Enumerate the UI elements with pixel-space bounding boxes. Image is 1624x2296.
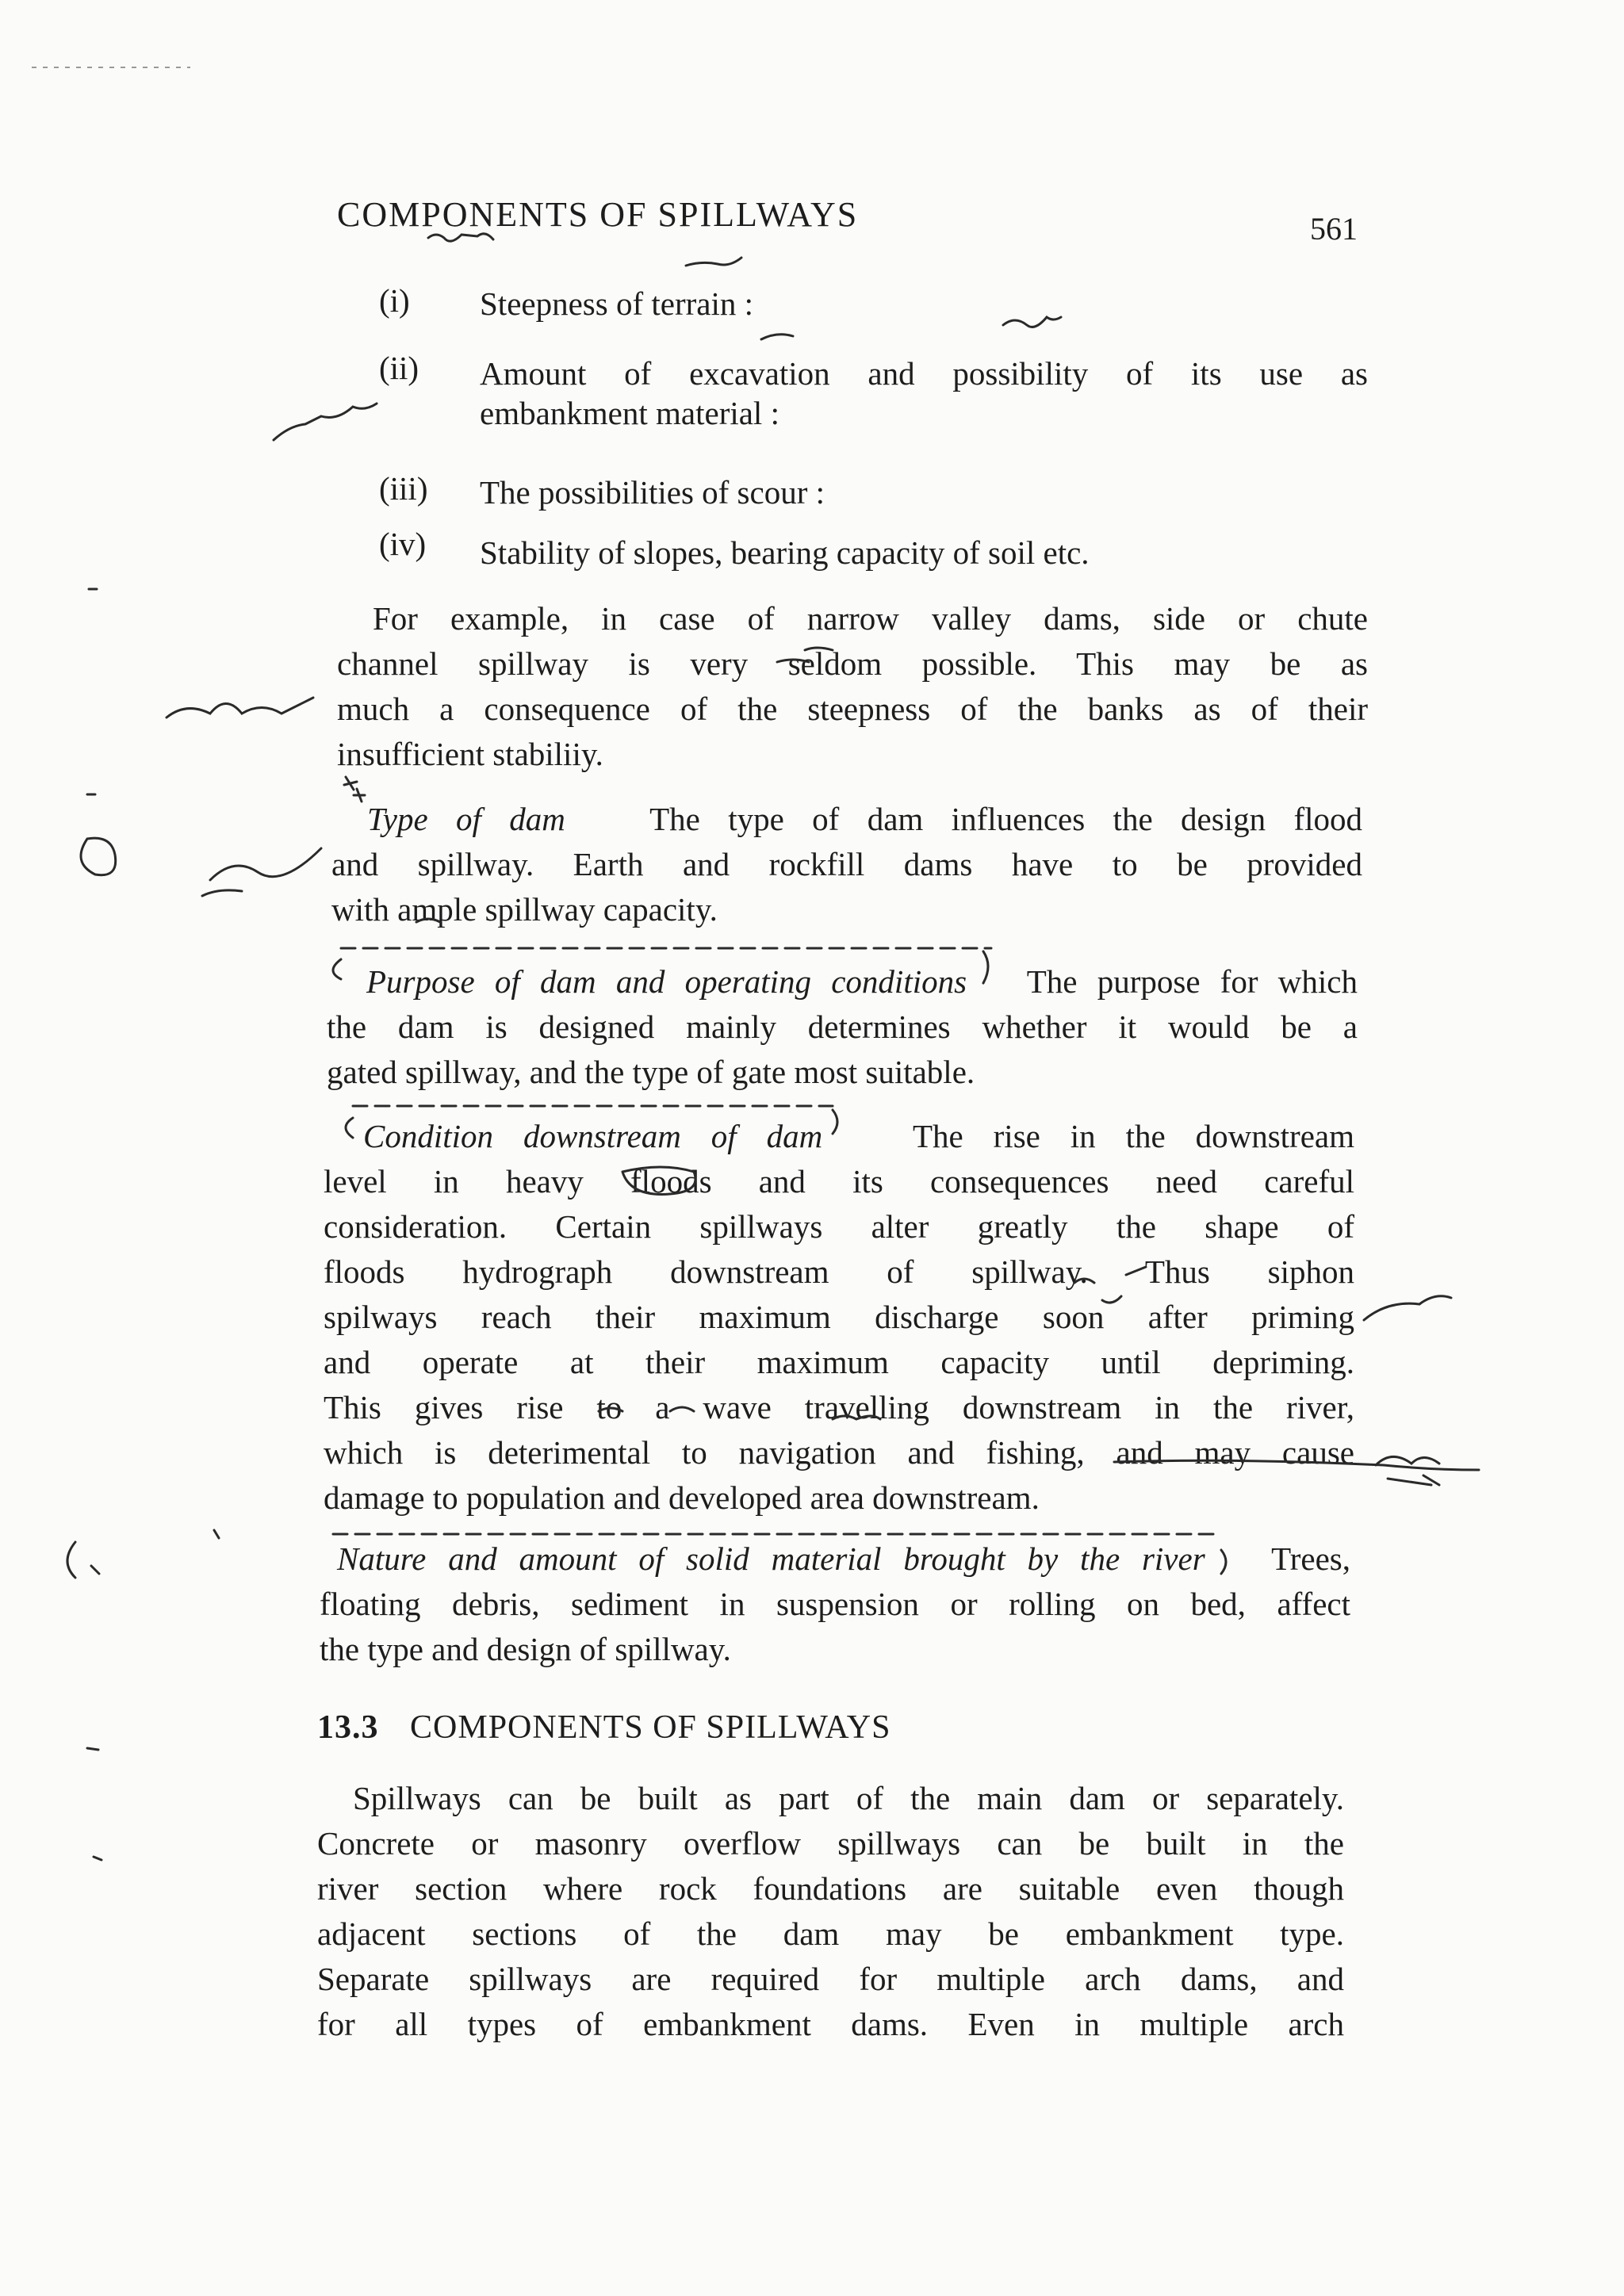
list-item-2-line-2: embankment material : — [480, 395, 779, 431]
paragraph-line: with ample spillway capacity. — [331, 891, 718, 928]
section-number: 13.3 — [317, 1709, 379, 1746]
paragraph-line: level in heavy floods and its consequences need careful — [324, 1163, 1354, 1200]
heading-bracket — [346, 1110, 837, 1138]
paragraph-line: For example, in case of narrow valley dams, side or chute — [373, 600, 1368, 637]
paragraph-line: river section where rock foundations are suitable even though — [317, 1870, 1344, 1907]
list-item-4: Stability of slopes, bearing capacity of soil etc. — [480, 534, 1090, 571]
paragraph-line: and spillway. Earth and rockfill dams have to be provided — [331, 846, 1362, 882]
handwriting-scribble — [833, 1416, 880, 1419]
run-in-heading-type: Type of dam — [367, 801, 565, 837]
margin-mark — [94, 1857, 102, 1860]
handwriting-scribble — [686, 258, 741, 266]
handwriting-scribble — [428, 234, 493, 241]
margin-mark — [87, 1748, 98, 1750]
underline-stroke — [1114, 1460, 1479, 1470]
paragraph-line: Concrete or masonry overflow spillways can be built in the — [317, 1825, 1344, 1862]
running-head: COMPONENTS OF SPILLWAYS — [337, 195, 859, 234]
handwriting-scribble — [1364, 1296, 1451, 1320]
asterisk-mark — [344, 777, 357, 790]
paragraph-line: The purpose for which — [1026, 963, 1358, 1000]
paragraph-line: The type of dam influences the design flood — [649, 801, 1362, 837]
paragraph-line: which is deterimental to navigation and fishing, and may cause — [324, 1434, 1354, 1471]
underline-stroke — [1388, 1475, 1439, 1485]
paragraph-line: This gives rise to a wave travelling downstream in the river, — [324, 1389, 1354, 1425]
handwriting-scribble — [1102, 1296, 1121, 1303]
run-in-heading-nature: Nature and amount of solid material brought by the river — [337, 1540, 1205, 1577]
list-item-2-line-1: Amount of excavation and possibility of its use as — [480, 355, 1368, 392]
list-item-1: Steepness of terrain : — [480, 285, 753, 322]
paragraph-line: the dam is designed mainly determines whether it would be a — [327, 1008, 1358, 1045]
margin-mark — [214, 1530, 219, 1538]
handwriting-scribble — [1376, 1456, 1439, 1465]
paragraph-line: insufficient stabiliiy. — [337, 736, 603, 772]
paragraph-line: spilways reach their maximum discharge soon after priming — [324, 1299, 1354, 1335]
paragraph-line: Trees, — [1271, 1540, 1351, 1577]
section-title: COMPONENTS OF SPILLWAYS — [410, 1709, 891, 1746]
paragraph-line: adjacent sections of the dam may be embankment type. — [317, 1915, 1344, 1952]
page-number: 561 — [1310, 211, 1358, 247]
paragraph-line: floating debris, sediment in suspension or rolling on bed, affect — [320, 1586, 1350, 1622]
heading-bracket — [333, 951, 988, 983]
list-number-4: (iv) — [379, 526, 427, 562]
list-item-3: The possibilities of scour : — [480, 474, 825, 511]
handwriting-scribble — [416, 919, 440, 922]
paragraph-line: and operate at their maximum capacity until depriming. — [324, 1344, 1354, 1380]
list-number-1: (i) — [379, 282, 410, 319]
margin-mark — [67, 1542, 99, 1578]
paragraph-line: much a consequence of the steepness of the banks as of their — [337, 691, 1368, 727]
handwriting-scribble — [1074, 1267, 1146, 1283]
margin-mark — [81, 838, 116, 875]
circle-mark — [622, 1167, 695, 1194]
handwriting-scribble — [167, 698, 313, 718]
run-in-heading-purpose: Purpose of dam and operating conditions — [366, 963, 967, 1000]
handwriting-scribble — [202, 848, 321, 896]
handwriting-scribble — [599, 1407, 694, 1411]
paragraph-line: the type and design of spillway. — [320, 1631, 731, 1667]
paragraph-line: channel spillway is very seldom possible. This may be as — [337, 645, 1368, 682]
handwriting-scribble — [777, 660, 809, 662]
paragraph-line: floods hydrograph downstream of spillway. Thus siphon — [324, 1253, 1354, 1290]
handwriting-scribble — [1003, 317, 1061, 327]
paragraph-line: for all types of embankment dams. Even in multiple arch — [317, 2006, 1344, 2042]
paragraph-line: consideration. Certain spillways alter greatly the shape of — [324, 1208, 1354, 1245]
run-in-heading-condition: Condition downstream of dam — [363, 1118, 823, 1154]
handwriting-scribble — [274, 404, 377, 440]
list-number-2: (ii) — [379, 350, 419, 386]
paragraph-line: gated spillway, and the type of gate most suitable. — [327, 1054, 975, 1090]
paragraph-line: The rise in the downstream — [912, 1118, 1354, 1154]
list-number-3: (iii) — [379, 470, 428, 507]
paragraph-line: damage to population and developed area downstream. — [324, 1479, 1040, 1516]
paragraph-line: Spillways can be built as part of the main dam or separately. — [353, 1780, 1344, 1816]
paragraph-line: Separate spillways are required for multiple arch dams, and — [317, 1961, 1344, 1997]
handwriting-scribble — [354, 789, 365, 802]
handwriting-scribble — [761, 335, 793, 339]
handwriting-scribble — [805, 648, 833, 650]
heading-bracket — [1221, 1550, 1226, 1574]
